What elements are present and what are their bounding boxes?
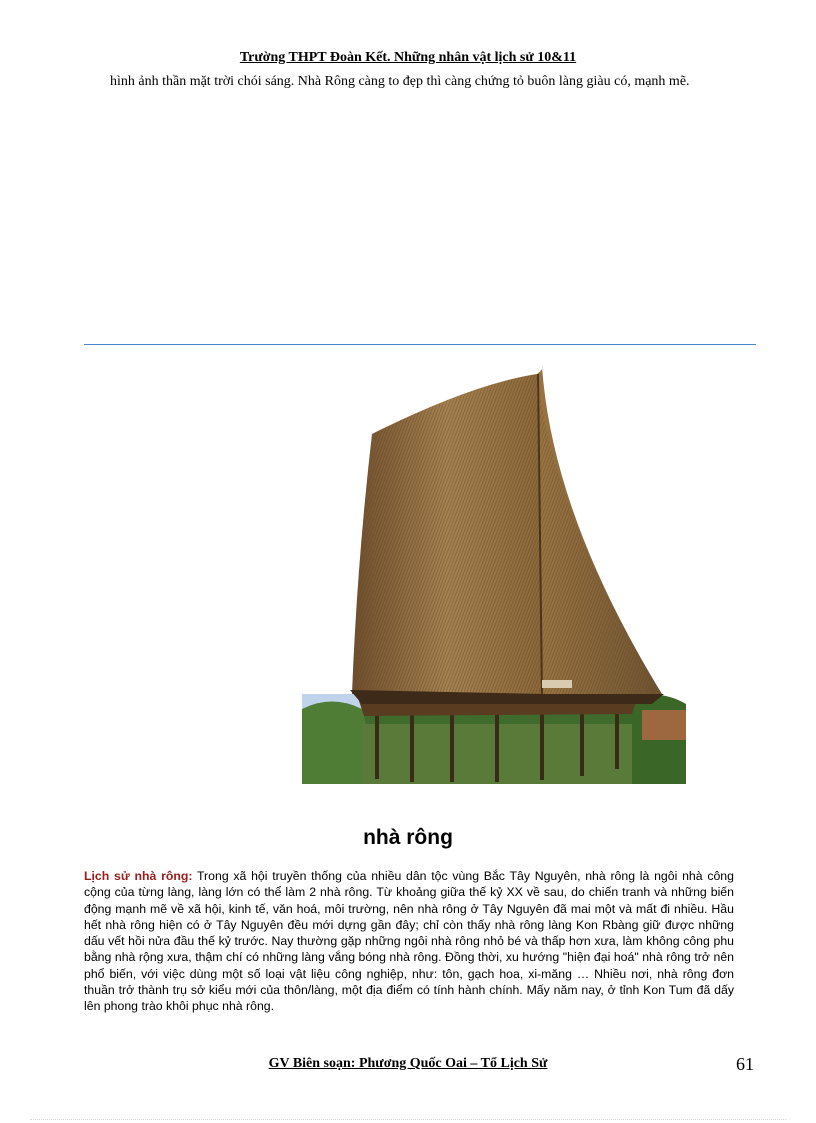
article-lead: Lịch sử nhà rông: [84,869,193,883]
page-header: Trường THPT Đoàn Kết. Những nhân vật lịch sử 10&11 [239,50,577,65]
figure-caption: nhà rông [363,826,453,849]
page-number: 61 [736,1054,754,1074]
intro-paragraph: hình ảnh thần mặt trời chói sáng. Nhà Rông càng to đẹp thì càng chứng tỏ buôn làng giàu có, mạnh mẽ. [110,74,690,89]
article-body: Trong xã hội truyền thống của nhiều dân tộc vùng Bắc Tây Nguyên, nhà rông là ngôi nhà công cộng của từng làng, làng lớn có thể làm 2 nhà rông. Từ khoảng giữa thế kỷ XX về sau, do chiến tranh và những biến động mạnh mẽ về xã hội, kinh tế, văn hoá, môi trường, nên nhà rông ở Tây Nguyên đã mai một và mất đi nhiều. Hầu hết nhà rông hiện có ở Tây Nguyên đều mới dựng gần đây; chỉ còn thấy nhà rông làng Kon Rbàng giữ được những dấu vết hồi nửa đầu thế kỷ trước. Nay thường gặp những ngôi nhà rông nhỏ bé và thấp hơn xưa, làm không công phu bằng nhà rộng xưa, thậm chí có những làng vắng bóng nhà rông. Đồng thời, xu hướng "hiện đại hoá" nhà rông trở nên phổ biến, với việc dùng một số loại vật liệu công nghiệp, như: tôn, gạch hoa, xi-măng … Nhiều nơi, nhà rông đơn thuần trở thành trụ sở kiểu mới của thôn/làng, một địa điểm có tính hành chính. Mấy năm nay, ở tỉnh Kon Tum đã dấy lên phong trào khôi phục nhà rông. [84,869,734,1014]
page-edge-divider [30,1119,786,1120]
nha-rong-photo [302,364,686,784]
article-paragraph [84,868,734,1015]
page-footer: GV Biên soạn: Phương Quốc Oai – Tổ Lịch Sử [268,1056,548,1071]
section-divider [84,344,756,345]
